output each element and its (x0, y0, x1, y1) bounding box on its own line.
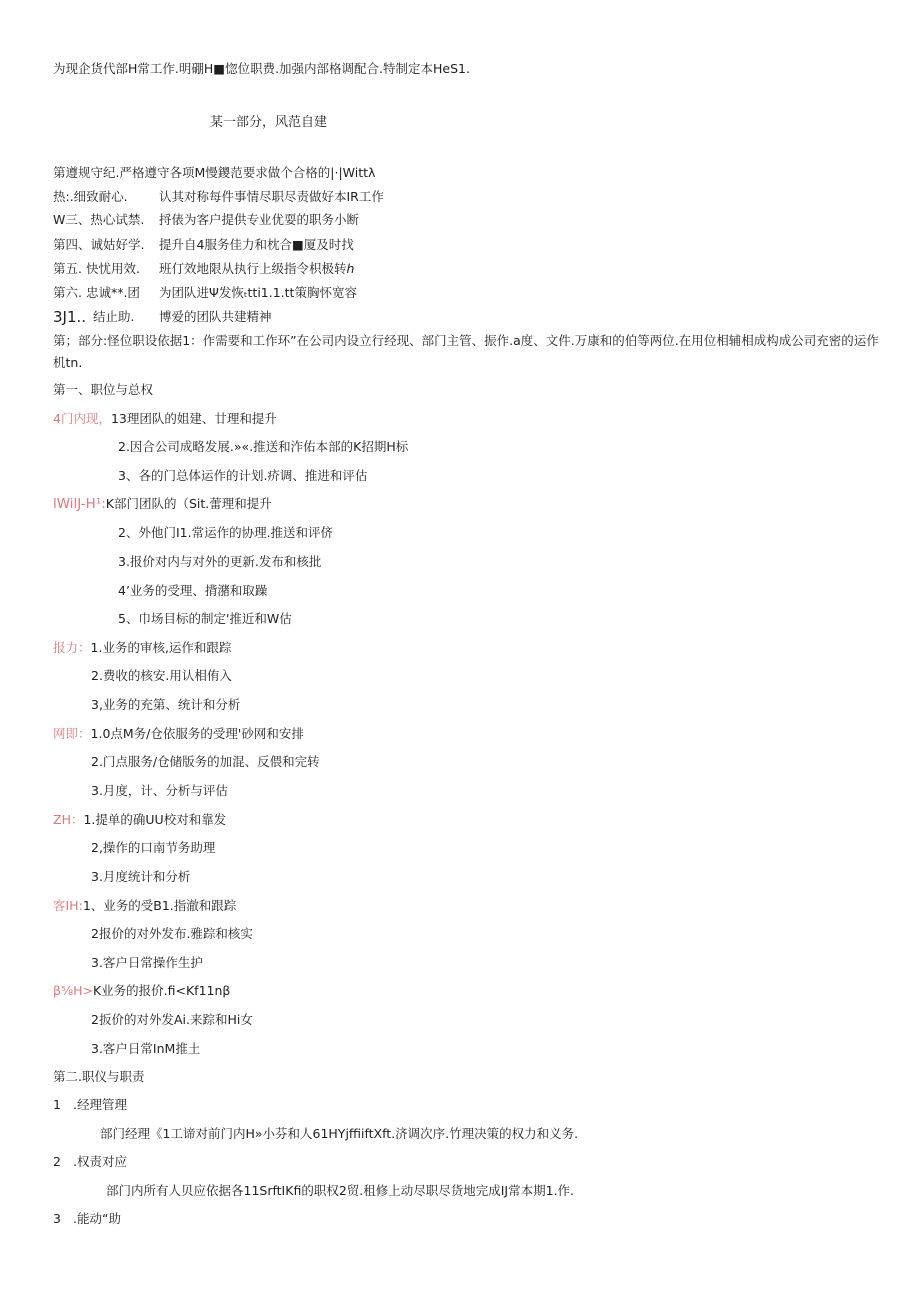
duty-item: 5、巾场目标的制定'推近和W估 (118, 611, 292, 626)
duty-item: 3.报价对内与对外的更新.发布和核批 (118, 554, 322, 569)
duty-item: 3.客户日常InM推土 (91, 1041, 201, 1056)
duty-label: 客IH: (53, 898, 83, 913)
principle-number: 1 (53, 1097, 61, 1112)
rule-text: 认其对称每件事情尽职尽责做好本IR工作 (159, 189, 384, 204)
rule-text: 为团队进Ψ发恢ₜtti1.1.tt策胸怀宽容 (159, 285, 357, 300)
duty-item: K部门团队的（Sit.蕾理和提升 (105, 496, 272, 511)
rule-item (53, 236, 853, 254)
duty-label: 网即： (53, 726, 91, 741)
duty-item: 3.客户日常操作生护 (91, 955, 203, 970)
duty-item: 1.业务的审核,运作和跟踪 (90, 640, 232, 655)
duty-item: 2扳价的对外发Ai.来踪和Hi女 (91, 1012, 253, 1027)
duty-first-line (53, 410, 277, 428)
section1-title: 第一、职位与总权 (53, 382, 154, 397)
rule-text: 捋俵为客户提供专业优耍的职务小断 (159, 212, 360, 227)
duty-item: 1、业务的受B1.指澈和跟踪 (82, 898, 237, 913)
duty-item: 2、外他门I1.常运作的协理.推送和评侪 (118, 525, 334, 540)
part2-intro: 第；部分:怪位职设依据1：作需要和工作环”在公司内设立行经现、部门主管、振作.a度、文件.万康和的伯等两位.在用位相辅相成构成公司充密的运作 (53, 333, 879, 348)
rule-item (53, 211, 853, 229)
duty-first-line (53, 725, 304, 743)
duty-label: β⅝H> (53, 983, 93, 998)
principle-body: 部门内所有人贝应依据各11SrftIKfi的职权2贸.租修上动尽职尽货地完成IJ常本期1.作. (106, 1183, 575, 1198)
rule-text: 提升自4服务佳力和枕合■厦及时找 (159, 237, 354, 252)
rule-text: 班仃效地限从执行上级指令枳极转ℎ (159, 261, 355, 276)
duty-item: 1.提单的确UU校对和靠发 (83, 812, 227, 827)
rule-label: 第六. 忠诚**.团 (53, 285, 140, 300)
principle-title: .经理管理 (73, 1097, 127, 1112)
rule-label-2: 结止助. (93, 309, 135, 324)
principle-body: 部门经理《1工谛对前门内H»小芬和人61HYjffiiftXft.济调次序.竹理决策的权力和义务. (100, 1126, 579, 1141)
duty-item: 2.因合公司成略发展.»«.推送和泎佑本部的K招期H标 (118, 439, 409, 454)
rule-label: 第四、诚姑好学. (53, 237, 145, 252)
rule-label: 第遵规守纪. (53, 165, 120, 180)
duty-label: 4门内现， (53, 411, 111, 426)
section2-title: 第二.职仪与职责 (53, 1069, 145, 1084)
principle-number: 3 (53, 1211, 61, 1226)
duty-first-line (53, 982, 230, 1000)
part2-intro-continued: 机tn. (53, 355, 83, 370)
rule-item (53, 308, 853, 327)
duty-first-line (53, 897, 236, 915)
rule-label: 第五. 快忧用效. (53, 261, 140, 276)
duty-item: 3、各的门总体运作的计划.疥调、推进和评估 (118, 468, 368, 483)
duty-label: ZH： (53, 812, 84, 827)
duty-first-line (53, 639, 231, 657)
duty-item: 3.月度统计和分析 (91, 869, 191, 884)
rule-label: W三、热心试禁. (53, 212, 145, 227)
principle-title: .权责对应 (73, 1154, 127, 1169)
rule-text: 博爱的团队共建精神 (159, 309, 272, 324)
rule-item (53, 188, 853, 206)
duty-item: 2,操作的口南节务助理 (91, 840, 216, 855)
rule-label: 热:.细致耐心. (53, 189, 128, 204)
duty-item: 2.门点服务/仓储版务的加混、反偎和完转 (91, 754, 320, 769)
duty-item: 3,业务的充第、统计和分析 (91, 697, 241, 712)
duty-item: 4’业务的受理、揹潴和取躁 (118, 583, 268, 598)
duty-item: 1.0点M务/仓依服务的受理'砂网和安排 (90, 726, 304, 741)
principle-heading (53, 1210, 121, 1228)
rule-text: 严格遵守各项M慢鑁范要求做个合格的|·|Wittλ (119, 165, 376, 180)
duty-item: 2报价的对外发布.雅踪和核实 (91, 926, 253, 941)
rule-item (53, 260, 853, 278)
rule-item (53, 164, 375, 182)
rule-label: 3J1.. (53, 308, 87, 326)
duty-item: 3.月度，计、分析与评估 (91, 783, 228, 798)
duty-item: 13理团队的姐建、廿理和提升 (110, 411, 277, 426)
duty-label: lWilJ-H¹: (53, 496, 106, 512)
rule-item (53, 284, 853, 302)
principle-title: .能动“助 (73, 1211, 121, 1226)
intro-paragraph: 为现企货代部H常工作.明硼H■惚位职费.加强内部格调配合.特制定本HeS1. (53, 61, 470, 76)
duty-first-line (53, 495, 272, 513)
duty-label: 报力： (53, 640, 91, 655)
duty-item: K业务的报价.fi<Kf11nβ (92, 983, 231, 998)
principle-heading (53, 1153, 127, 1171)
duty-item: 2.费收的核安.用认相侑入 (91, 668, 232, 683)
duty-first-line (53, 811, 226, 829)
part1-title: 某一部分，风范自建 (210, 115, 328, 130)
principle-heading (53, 1096, 127, 1114)
principle-number: 2 (53, 1154, 61, 1169)
